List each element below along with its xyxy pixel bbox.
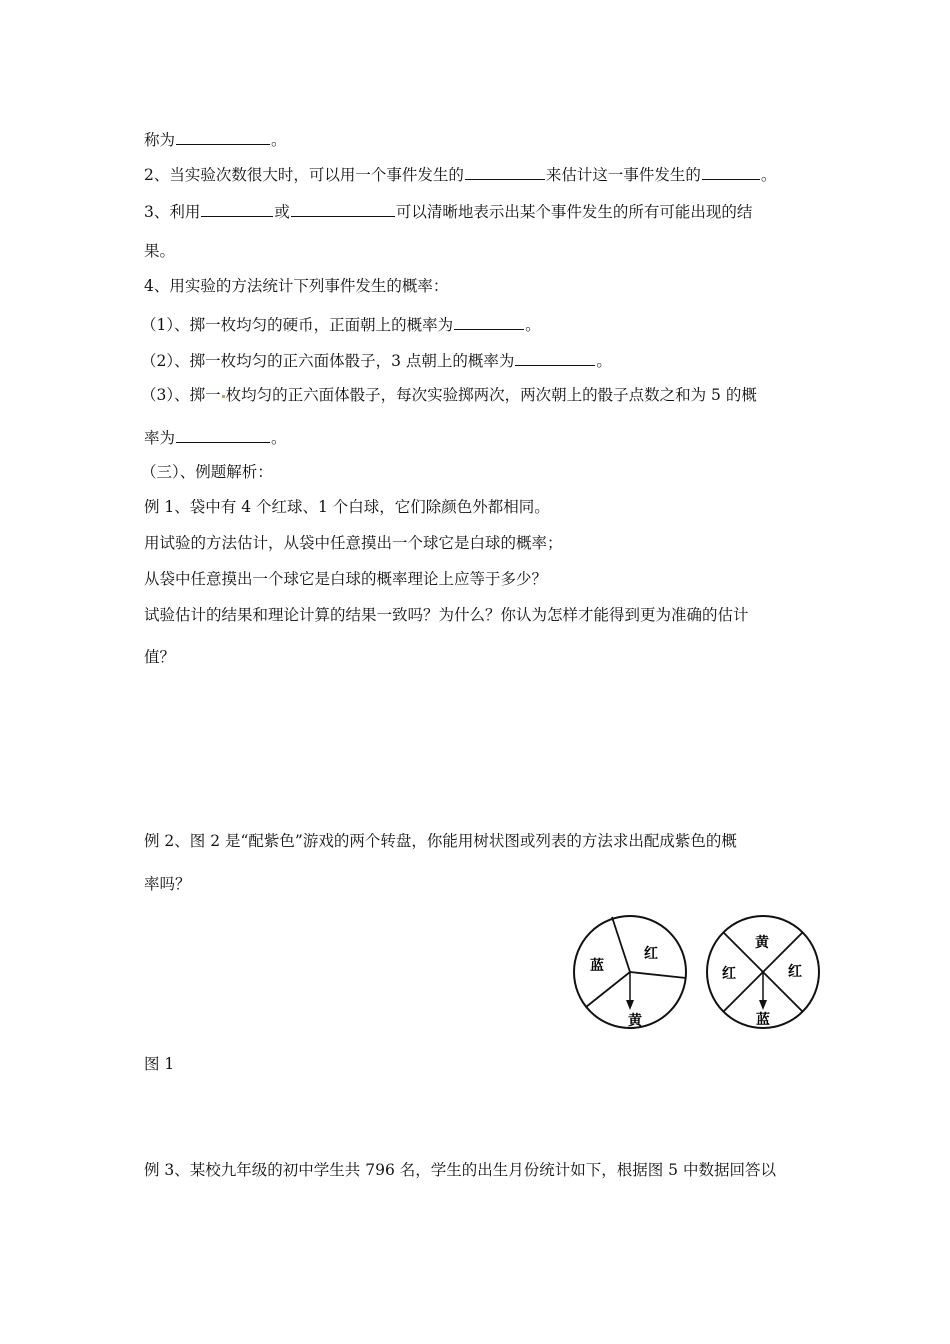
answer-blank[interactable] <box>201 200 273 217</box>
pointer-arrow-icon <box>759 1000 767 1010</box>
line-12: 用试验的方法估计，从袋中任意摸出一个球它是白球的概率； <box>144 534 563 552</box>
spinner1-yellow: 黄 <box>628 1013 642 1029</box>
text: 。 <box>760 166 777 184</box>
spinner-2 <box>707 916 819 1028</box>
answer-blank[interactable] <box>176 426 270 443</box>
answer-blank[interactable] <box>465 163 545 180</box>
line-3 <box>144 200 752 222</box>
text: 可以清晰地表示出某个事件发生的所有可能出现的结 <box>395 203 753 221</box>
spinner2-left: 红 <box>722 966 736 982</box>
answer-blank[interactable] <box>176 128 270 145</box>
spinner1-red: 红 <box>644 946 658 962</box>
text: 或 <box>274 203 290 221</box>
line-13: 从袋中任意摸出一个球它是白球的概率理论上应等于多少？ <box>144 570 548 588</box>
spinner-figure <box>572 912 824 1038</box>
text: 。 <box>271 429 287 447</box>
text: 率为 <box>144 429 176 447</box>
spinner-1 <box>574 916 686 1029</box>
line-4: 果。 <box>144 242 176 260</box>
line-8 <box>141 385 757 405</box>
line-16: 例 2、图 2 是“配紫色”游戏的两个转盘，你能用树状图或列表的方法求出配成紫色的概 <box>144 832 737 850</box>
text: 来估计这一事件发生的 <box>545 166 701 184</box>
line-10: （三）、例题解析： <box>141 463 273 481</box>
line-11: 例 1、袋中有 4 个红球、1 个白球，它们除颜色外都相同。 <box>144 498 550 516</box>
text: 3、利用 <box>144 203 201 221</box>
text: （2）、掷一枚均匀的正六面体骰子，3 点朝上的概率为 <box>141 352 515 370</box>
spinner2-top: 黄 <box>755 935 769 951</box>
answer-blank[interactable] <box>291 200 395 217</box>
spinners-svg <box>572 912 824 1034</box>
text: 。 <box>525 316 541 334</box>
line-14: 试验估计的结果和理论计算的结果一致吗？为什么？你认为怎样才能得到更为准确的估计 <box>144 606 749 624</box>
text: （3）、掷一 <box>141 386 221 404</box>
line-7 <box>141 349 612 371</box>
text: 称为 <box>144 131 176 149</box>
spinner2-bottom: 蓝 <box>756 1012 770 1028</box>
pointer-arrow-icon <box>626 1000 634 1010</box>
text: 。 <box>271 131 287 149</box>
text: 2、当实验次数很大时，可以用一个事件发生的 <box>144 166 464 184</box>
text: 枚均匀的正六面体骰子，每次实验掷两次，两次朝上的骰子点数之和为 5 的概 <box>225 386 757 404</box>
line-6 <box>141 313 541 335</box>
figure-caption: 图 1 <box>144 1055 175 1073</box>
text: （1）、掷一枚均匀的硬币，正面朝上的概率为 <box>141 316 454 334</box>
spinner2-right: 红 <box>788 964 802 980</box>
line-15: 值？ <box>144 648 176 666</box>
answer-blank[interactable] <box>515 349 595 366</box>
line-9 <box>144 426 287 448</box>
stray-mark <box>222 395 225 398</box>
text: 。 <box>596 352 612 370</box>
line-2 <box>144 163 776 185</box>
line-1 <box>144 128 287 150</box>
answer-blank[interactable] <box>454 313 524 330</box>
spinner1-blue: 蓝 <box>590 958 604 974</box>
line-17: 率吗？ <box>144 875 191 893</box>
answer-blank[interactable] <box>702 163 760 180</box>
line-18: 例 3、某校九年级的初中学生共 796 名，学生的出生月份统计如下，根据图 5 中数据回答以 <box>144 1161 776 1179</box>
line-5: 4、用实验的方法统计下列事件发生的概率： <box>144 277 449 295</box>
